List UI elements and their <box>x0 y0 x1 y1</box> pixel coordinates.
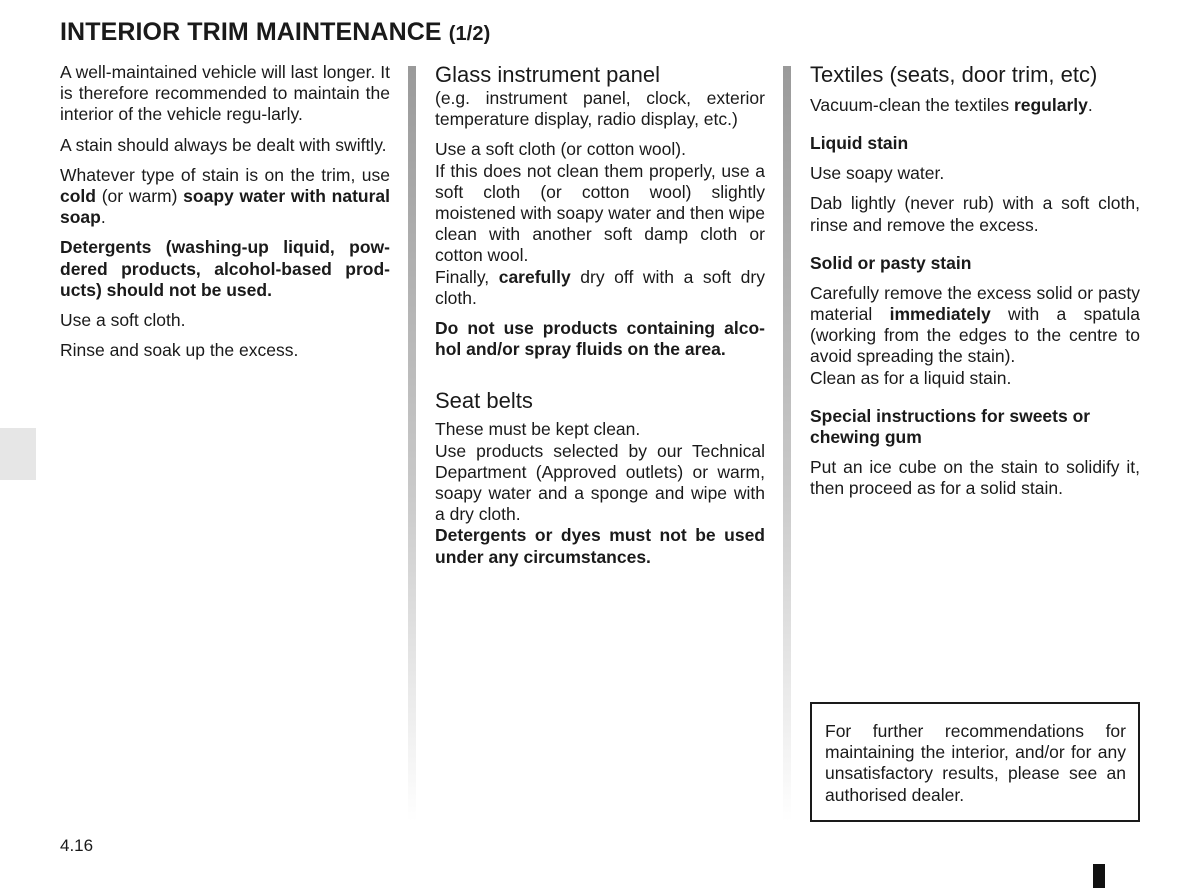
liquid-stain-heading: Liquid stain <box>810 133 909 154</box>
glass-cloth-paragraph: Use a soft cloth (or cotton wool). <box>435 139 686 160</box>
dealer-note-text: For further recommendations for maintaining the interior, and/or for any unsatisfactory results, please see an authorised dealer. <box>825 721 1126 805</box>
belts-warning: Detergents or dyes must not be used under any circumstances. <box>435 525 765 567</box>
column-divider-left <box>408 66 416 822</box>
rinse-paragraph: Rinse and soak up the excess. <box>60 340 299 361</box>
liquid-soapy-paragraph: Use soapy water. <box>810 163 945 184</box>
textiles-vacuum-paragraph: Vacuum-clean the textiles regularly. <box>810 95 1093 115</box>
page-number: 4.16 <box>60 836 94 855</box>
chapter-tab <box>0 428 36 480</box>
glass-moisten-paragraph: If this does not clean them properly, use a soft cloth (or cotton wool) slightly moistened with soapy water and then wipe clean with another soft damp cloth or cotton wool. <box>435 160 765 266</box>
glass-panel-heading: Glass instrument panel <box>435 62 660 87</box>
sweets-paragraph: Put an ice cube on the stain to solidify it, then proceed as for a solid stain. <box>810 456 1140 499</box>
glass-panel-subtitle: (e.g. instrument panel, clock, exterior temperature display, radio display, etc.) <box>435 88 765 130</box>
page-title-text: INTERIOR TRIM MAINTENANCE <box>60 18 442 46</box>
solid-stain-heading: Solid or pasty stain <box>810 252 972 273</box>
textiles-heading: Textiles (seats, door trim, etc) <box>810 62 1098 87</box>
stain-paragraph: A stain should always be dealt with swiftly. <box>60 134 387 155</box>
detergent-warning: Detergents (washing-up liquid, pow-dered products, alcohol-based prod-ucts) should not be used. <box>60 237 390 300</box>
column-intro <box>60 62 390 370</box>
column-divider-right <box>783 66 791 822</box>
column-textiles <box>810 62 1140 508</box>
cloth-paragraph: Use a soft cloth. <box>60 310 186 331</box>
column-glass-belts <box>435 62 765 577</box>
page-subtitle: (1/2) <box>448 23 491 45</box>
belts-products-paragraph: Use products selected by our Technical Department (Approved outlets) or warm, soapy water and a sponge and wipe with a dry cloth. <box>435 440 765 525</box>
soap-paragraph: Whatever type of stain is on the trim, use cold (or warm) soapy water with natural soap. <box>60 164 390 228</box>
corner-mark <box>1093 864 1105 888</box>
dealer-note-box <box>810 702 1140 822</box>
solid-remove-paragraph: Carefully remove the excess solid or pasty material immediately with a spatula (working from the edges to the centre to avoid spreading the stain). <box>810 282 1140 367</box>
glass-dry-paragraph: Finally, carefully dry off with a soft dry cloth. <box>435 266 765 308</box>
intro-paragraph: A well-maintained vehicle will last longer. It is therefore recommended to maintain the interior of the vehicle regu-larly. <box>60 62 390 125</box>
solid-clean-paragraph: Clean as for a liquid stain. <box>810 367 1012 388</box>
belts-clean-paragraph: These must be kept clean. <box>435 419 641 440</box>
liquid-dab-paragraph: Dab lightly (never rub) with a soft cloth, rinse and remove the excess. <box>810 193 1140 235</box>
sweets-heading: Special instructions for sweets or chewing gum <box>810 405 1091 447</box>
seat-belts-heading: Seat belts <box>435 388 533 414</box>
glass-warning: Do not use products containing alco-hol and/or spray fluids on the area. <box>435 318 765 360</box>
page-title <box>60 18 490 47</box>
